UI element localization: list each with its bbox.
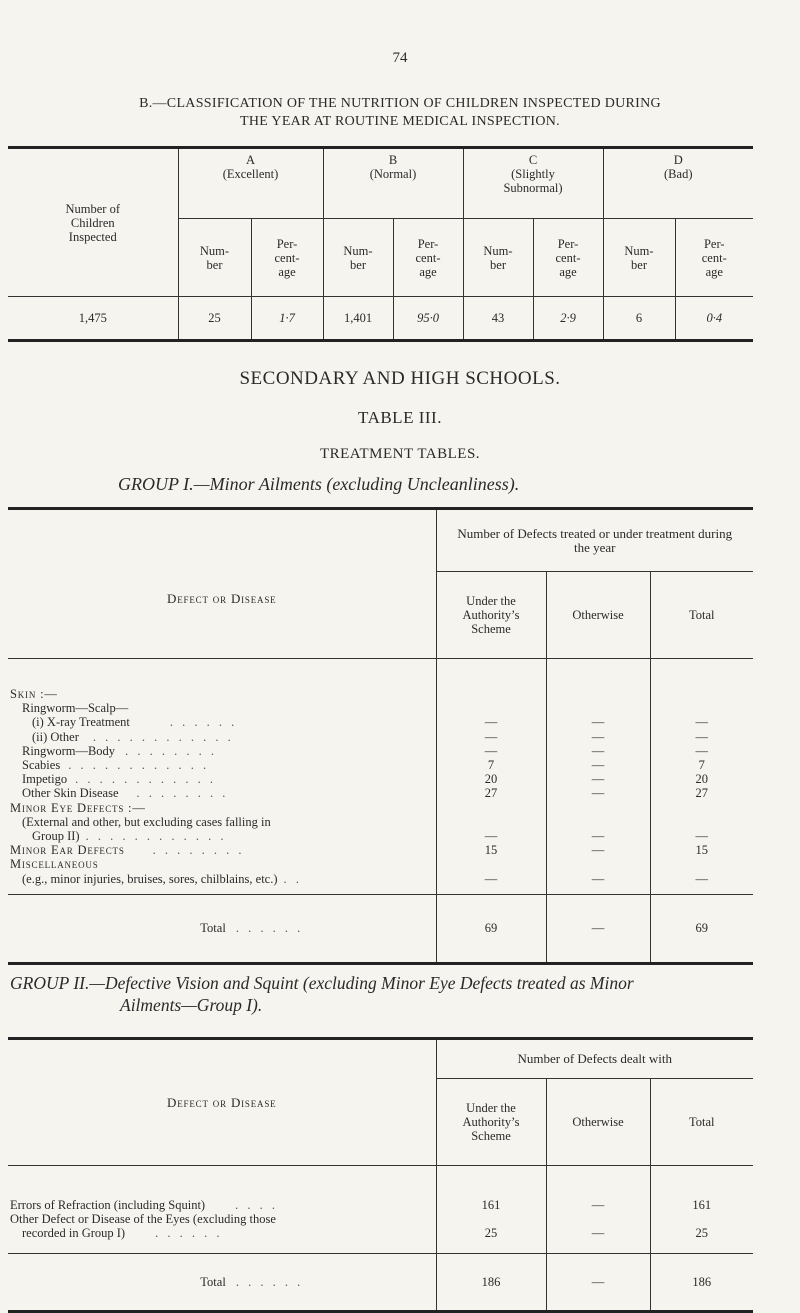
list-item: Scabies . . . . . . . . . . . .	[22, 758, 210, 773]
authority-values: — — — 7 20 27 — 15 —	[436, 659, 546, 895]
list-item: Skin :—	[10, 687, 58, 701]
list-item: Impetigo . . . . . . . . . . . .	[22, 772, 217, 787]
section-b-title	[0, 95, 800, 131]
total-row-label: Total . . . . . .	[8, 1253, 436, 1311]
group2-title	[10, 972, 634, 1016]
list-item: (ii) Other . . . . . . . . . . . .	[32, 729, 234, 744]
number-treated-header: Number of Defects treated or under treatment during the year	[436, 509, 753, 572]
nutrition-table	[8, 146, 753, 342]
total-header: Total	[650, 572, 753, 659]
total-otherwise: —	[546, 894, 650, 963]
defect-list	[8, 659, 436, 895]
list-item: Ringworm—Body . . . . . . . .	[22, 743, 217, 758]
sub-number-header: Num- ber	[603, 219, 675, 297]
authority-header: Under the Authority’s Scheme	[436, 572, 546, 659]
group1-title: GROUP I.—Minor Ailments (excluding Uncleanliness).	[118, 474, 520, 494]
defect-header: Defect or Disease	[167, 1094, 277, 1110]
list-item: (External and other, but excluding cases falling in	[22, 814, 271, 829]
group-d-header: D (Bad)	[603, 148, 753, 219]
group2-title-line2: Ailments—Group I).	[120, 995, 263, 1015]
total-authority: 186	[436, 1253, 546, 1311]
sub-number-header: Num- ber	[463, 219, 533, 297]
table-iii-heading: TABLE III.	[358, 408, 442, 427]
section-b-title-line2: THE YEAR AT ROUTINE MEDICAL INSPECTION.	[240, 114, 560, 129]
treatment-tables-heading: TREATMENT TABLES.	[319, 446, 481, 462]
group-b-header: B (Normal)	[323, 148, 463, 219]
a-percent: 1·7	[251, 297, 323, 341]
authority-values: 161 25	[436, 1166, 546, 1254]
sub-percent-header: Per- cent- age	[393, 219, 463, 297]
list-item: Group II) . . . . . . . . . . . .	[32, 829, 227, 844]
b-percent: 95·0	[393, 297, 463, 341]
list-item: Miscellaneous	[10, 857, 99, 872]
list-item: Other Skin Disease . . . . . . . .	[22, 786, 229, 801]
otherwise-header: Otherwise	[546, 1079, 650, 1166]
list-item: (i) X-ray Treatment . . . . . .	[32, 715, 238, 730]
total-otherwise: —	[546, 1253, 650, 1311]
authority-header: Under the Authority’s Scheme	[436, 1079, 546, 1166]
group1-table	[8, 507, 753, 965]
section-b-title-line1: B.—CLASSIFICATION OF THE NUTRITION OF CHILDREN INSPECTED DURING	[139, 96, 661, 111]
total-header: Total	[650, 1079, 753, 1166]
list-item: Errors of Refraction (including Squint) . . . .	[10, 1198, 278, 1212]
sub-number-header: Num- ber	[323, 219, 393, 297]
total-total: 186	[650, 1253, 753, 1311]
children-count: 1,475	[8, 297, 178, 341]
list-item: Ringworm—Scalp—	[22, 701, 129, 716]
total-authority: 69	[436, 894, 546, 963]
defect-header: Defect or Disease	[167, 591, 277, 606]
number-dealt-header: Number of Defects dealt with	[436, 1039, 753, 1079]
sub-percent-header: Per- cent- age	[533, 219, 603, 297]
b-number: 1,401	[323, 297, 393, 341]
total-total: 69	[650, 894, 753, 963]
defect-list	[8, 1166, 436, 1254]
total-row-label: Total . . . . . .	[8, 894, 436, 963]
group-c-header: C (Slightly Subnormal)	[463, 148, 603, 219]
list-item: Minor Eye Defects :—	[10, 800, 146, 815]
otherwise-values: — —	[546, 1166, 650, 1254]
sub-number-header: Num- ber	[178, 219, 251, 297]
group2-title-line1: GROUP II.—Defective Vision and Squint (excluding Minor Eye Defects treated as Minor	[10, 973, 634, 993]
list-item: (e.g., minor injuries, bruises, sores, chilblains, etc.) . .	[22, 871, 302, 886]
list-item: recorded in Group I) . . . . . .	[22, 1226, 223, 1241]
otherwise-values: — — — — — — — — —	[546, 659, 650, 895]
children-inspected-header: Number of Children Inspected	[65, 201, 120, 244]
sub-percent-header: Per- cent- age	[251, 219, 323, 297]
page-number: 74	[392, 50, 408, 66]
group2-table	[8, 1037, 753, 1313]
c-percent: 2·9	[533, 297, 603, 341]
otherwise-header: Otherwise	[546, 572, 650, 659]
total-values: — — — 7 20 27 — 15 —	[650, 659, 753, 895]
list-item: Other Defect or Disease of the Eyes (excluding those	[10, 1212, 276, 1227]
sub-percent-header: Per- cent- age	[675, 219, 753, 297]
secondary-schools-heading: SECONDARY AND HIGH SCHOOLS.	[239, 368, 561, 389]
group-a-header: A (Excellent)	[178, 148, 323, 219]
a-number: 25	[178, 297, 251, 341]
c-number: 43	[463, 297, 533, 341]
d-number: 6	[603, 297, 675, 341]
list-item: Minor Ear Defects . . . . . . . .	[10, 843, 245, 858]
d-percent: 0·4	[675, 297, 753, 341]
total-values: 161 25	[650, 1166, 753, 1254]
